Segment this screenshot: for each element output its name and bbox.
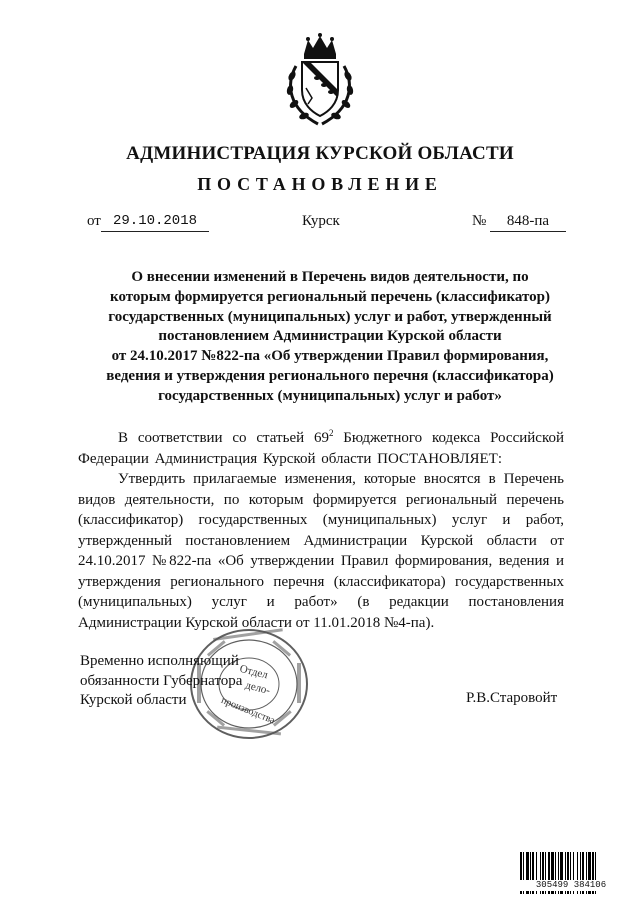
subject-line: от 24.10.2017 №822-па «Об утверждении Правил формирования, xyxy=(111,348,549,365)
organization-title: АДМИНИСТРАЦИЯ КУРСКОЙ ОБЛАСТИ xyxy=(126,143,514,164)
article-superscript: 2 xyxy=(328,428,334,438)
signer-title-line: Курской области xyxy=(80,692,187,708)
resolution-paragraph: Утвердить прилагаемые изменения, которые вносятся в Перечень видов деятельности, по которым формируется региональный перечень (классификатор) государственных (муниципальных) услуг и работ, утвержденный постановлением Администрации Курской области от 24.10.2017 №822-па «Об утверждении Правил формирования, ведения и утверждения регионального перечня (классификатора) государственных (муниципальных) услуг и работ» (в редакции постановления Администрации Курской области от 11.01.2018 №4-па). xyxy=(78,471,564,631)
signer-name: Р.В.Старовойт xyxy=(466,690,558,706)
number-prefix: № xyxy=(472,213,487,229)
seal-text-line: дело- xyxy=(244,679,272,697)
signer-title-line: обязанности Губернатора xyxy=(80,672,243,689)
barcode-number: 305499 384106 xyxy=(519,880,623,891)
basis-paragraph xyxy=(78,423,564,469)
city: Курск xyxy=(302,213,340,229)
subject-line: которым формируется региональный перечень (классификатор) xyxy=(110,288,550,305)
signer-title xyxy=(80,652,242,711)
document-body xyxy=(78,423,564,633)
signer-title-line: Временно исполняющий xyxy=(80,653,239,669)
document-type: ПОСТАНОВЛЕНИЕ xyxy=(197,174,443,194)
subject-line: государственных (муниципальных) услуг и работ, утвержденный xyxy=(108,308,552,325)
subject-line: государственных (муниципальных) услуг и работ» xyxy=(158,387,502,404)
basis-text-start: В соответствии со статьей 69 xyxy=(118,430,329,446)
subject-line: ведения и утверждения регионального перечня (классификатора) xyxy=(106,367,554,384)
seal-text-line: Отдел xyxy=(238,662,270,682)
basis-text-end: Бюджетного кодекса Российской Федерации Администрация Курской области ПОСТАНОВЛЯЕТ: xyxy=(78,430,565,467)
document-date: 29.10.2018 xyxy=(101,213,209,232)
kursk-coat-of-arms-icon xyxy=(282,32,358,128)
date-prefix: от xyxy=(87,213,101,229)
subject-line: О внесении изменений в Перечень видов деятельности, по xyxy=(131,269,529,285)
document-subject xyxy=(70,268,590,407)
subject-line: постановлением Администрации Курской области xyxy=(158,328,502,345)
seal-text-line: производства xyxy=(219,694,277,727)
document-number: 848-па xyxy=(490,213,566,232)
